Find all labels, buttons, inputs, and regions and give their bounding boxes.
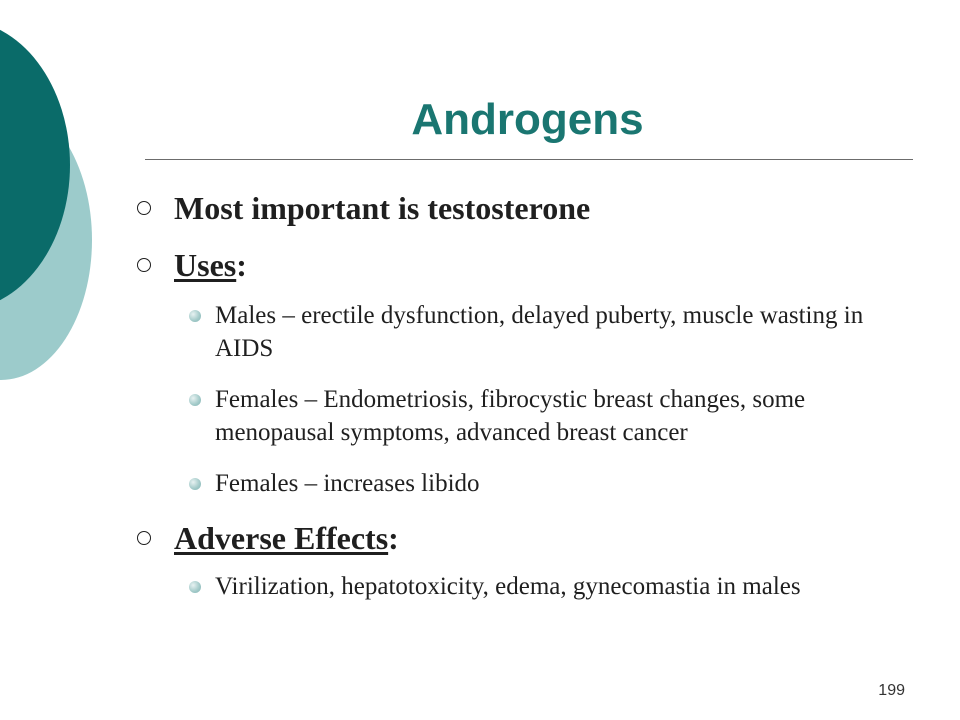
slide-title: Androgens bbox=[411, 95, 644, 144]
sub-bullet-adverse-list: Virilization, hepatotoxicity, edema, gynecomastia in males bbox=[215, 573, 801, 600]
bullet-heading: Adverse Effects bbox=[174, 520, 389, 556]
hollow-circle-icon bbox=[137, 258, 151, 272]
bullet-colon: : bbox=[236, 247, 247, 283]
hollow-circle-icon bbox=[137, 531, 151, 545]
page-number: 199 bbox=[878, 682, 905, 699]
bullet-heading: Uses bbox=[174, 247, 237, 283]
sub-bullet-females-libido: Females – increases libido bbox=[215, 470, 480, 497]
bullet-most-important bbox=[174, 188, 590, 228]
bullet-text: Most important is testosterone bbox=[174, 190, 591, 226]
bullet-colon: : bbox=[388, 520, 399, 556]
sub-bullet-females-conditions: Females – Endometriosis, fibrocystic breast changes, some menopausal symptoms, advanced breast cancer bbox=[215, 386, 806, 446]
bullet-adverse-effects bbox=[174, 518, 399, 558]
hollow-circle-icon bbox=[137, 201, 151, 215]
teal-dot-icon bbox=[189, 581, 201, 593]
teal-dot-icon bbox=[189, 310, 201, 322]
teal-dot-icon bbox=[189, 394, 201, 406]
bullet-uses bbox=[174, 245, 247, 285]
sub-bullet-males: Males – erectile dysfunction, delayed puberty, muscle wasting in AIDS bbox=[215, 302, 864, 362]
teal-dot-icon bbox=[189, 478, 201, 490]
